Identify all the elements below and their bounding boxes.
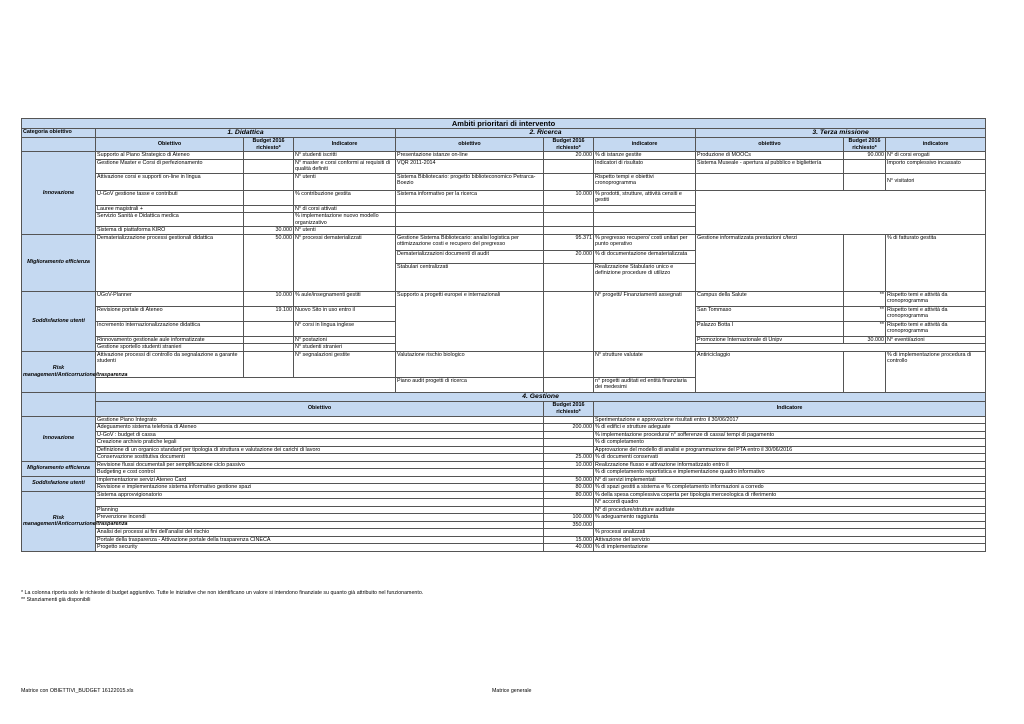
category-innovazione: Innovazione bbox=[22, 152, 96, 235]
cell: San Tommaso bbox=[696, 306, 844, 321]
cell: Indicatori di risultato bbox=[594, 159, 696, 173]
cell: Stabulari centralizzati bbox=[396, 263, 544, 291]
cell: % contribuzione gestita bbox=[294, 190, 396, 205]
cell bbox=[544, 529, 594, 537]
category-soddisfazione: Soddisfazione utenti bbox=[22, 476, 96, 491]
cell: % di documentazione dematerializzata bbox=[594, 250, 696, 263]
header-budget: Budget 2016 richiesto* bbox=[244, 138, 294, 152]
cell bbox=[544, 431, 594, 439]
cell: 80.000 bbox=[544, 491, 594, 499]
category-miglioramento: Miglioramento efficienza bbox=[22, 234, 96, 291]
spreadsheet-sheet bbox=[21, 118, 985, 552]
cell bbox=[544, 506, 594, 514]
section-ricerca: 2. Ricerca bbox=[396, 129, 696, 138]
cell bbox=[844, 173, 886, 190]
table-row bbox=[22, 454, 986, 462]
header-obiettivo: Obiettivo bbox=[96, 401, 544, 416]
cell: Approvazione del modello di analisi e programmazione del PTA entro il 30/06/2016 bbox=[594, 446, 986, 454]
cell: U-GoV : budget di cassa bbox=[96, 431, 544, 439]
footnote-budget: * La colonna riporta solo le richieste di budget aggiuntivo. Tutte le iniziative che non identificano un valore si intendono finanziate su quanto già attribuito nel funzionamento. bbox=[21, 590, 424, 596]
cell: Attivazione corsi e supporti on-line in lingua bbox=[96, 173, 244, 190]
cell: Adeguamento sistema telefonia di Ateneo bbox=[96, 424, 544, 432]
cell: Gestione Master e Corsi di perfezionamento bbox=[96, 159, 244, 173]
cell bbox=[244, 205, 294, 213]
cell: N° segnalazioni gestite bbox=[294, 351, 396, 377]
footer-sheetname: Matrice generale bbox=[492, 688, 532, 694]
section-row-gestione bbox=[22, 392, 986, 401]
title-row bbox=[22, 119, 986, 129]
cell: Gestione Piano Integrato bbox=[96, 416, 544, 424]
table-row bbox=[22, 514, 986, 522]
cell: Campus della Salute bbox=[696, 291, 844, 306]
cell: Sistema approvvigionatorio bbox=[96, 491, 544, 499]
table-row bbox=[22, 476, 986, 484]
cell: 25.000 bbox=[544, 454, 594, 462]
cell: Analisi dei processi ai fini dell'analisi del rischio bbox=[96, 529, 544, 537]
table-row bbox=[22, 469, 986, 477]
cell: UGoV-Planner bbox=[96, 291, 244, 306]
header-obiettivo: Obiettivo bbox=[96, 138, 244, 152]
cell: 20.000 bbox=[544, 152, 594, 160]
cell: % implementazione procedura/ n° sofferenze di cassa/ tempi di pagamento bbox=[594, 431, 986, 439]
cell: % di edifici e strutture adeguate bbox=[594, 424, 986, 432]
cell: Promozione Internazionale di Unipv bbox=[696, 336, 844, 344]
header-budget: Budget 2016 richiesto* bbox=[544, 401, 594, 416]
table-row bbox=[22, 351, 986, 377]
table-row bbox=[22, 506, 986, 514]
table-row bbox=[22, 484, 986, 492]
cell: N° corsi in lingua inglese bbox=[294, 321, 396, 336]
cell: 30.000 bbox=[244, 227, 294, 235]
cell bbox=[594, 213, 696, 227]
table-row bbox=[22, 431, 986, 439]
cell: 95.371 bbox=[544, 234, 594, 250]
cell bbox=[544, 205, 594, 213]
table-row bbox=[22, 173, 986, 190]
cell bbox=[594, 227, 696, 235]
cell: % di completamento bbox=[594, 439, 986, 447]
cell bbox=[544, 173, 594, 190]
cell: Sistema informativo per la ricerca bbox=[396, 190, 544, 205]
cell bbox=[844, 159, 886, 173]
cell: 80.000 bbox=[544, 484, 594, 492]
cell bbox=[96, 499, 544, 507]
cell: Sistema di piattaforma KIRO bbox=[96, 227, 244, 235]
cell bbox=[544, 351, 594, 377]
cell: Creazione archivio pratiche legali bbox=[96, 439, 544, 447]
cell: Implementazione servizi Ateneo Card bbox=[96, 476, 544, 484]
cell: Rispetto temi e attività da cronoprogramma bbox=[886, 306, 986, 321]
cell: N° progetti/ Finanziamenti assegnati bbox=[594, 291, 696, 351]
cell: 19.100 bbox=[244, 306, 294, 321]
cell: N° di servizi implementati bbox=[594, 476, 986, 484]
cell: Sperimentazione e approvazione risultati entro il 30/06/2017 bbox=[594, 416, 986, 424]
cell: Attivazione del servizio bbox=[594, 536, 986, 544]
category-miglioramento: Miglioramento efficienza bbox=[22, 461, 96, 476]
header-obiettivo: obiettivo bbox=[396, 138, 544, 152]
cell bbox=[544, 227, 594, 235]
cell: 350.000 bbox=[544, 521, 594, 529]
cell: Incremento internazionalizzazione didattica bbox=[96, 321, 244, 336]
cell: 90.000 bbox=[844, 152, 886, 160]
cell: U-GoV gestione tasse e contributi bbox=[96, 190, 244, 205]
table-row bbox=[22, 424, 986, 432]
cell: % di implementazione procedura di controllo bbox=[886, 351, 986, 392]
cell: N° di corsi erogati bbox=[886, 152, 986, 160]
cell: % della spesa complessiva coperta per tipologia merceologica di riferimento bbox=[594, 491, 986, 499]
column-header-row bbox=[22, 138, 986, 152]
table-row bbox=[22, 491, 986, 499]
cell: Definizione di un organico standard per tipologia di struttura e valutazione dei carichi di lavoro bbox=[96, 446, 544, 454]
cell: Rispetto tempi e obiettivi cronoprogramma bbox=[594, 173, 696, 190]
cell: % di fatturato gestita bbox=[886, 234, 986, 291]
cell: 10.000 bbox=[244, 291, 294, 306]
cell: Servizio Sanità e Didattica medica bbox=[96, 213, 244, 227]
cell: Rispetto temi e attività da cronoprogramma bbox=[886, 291, 986, 306]
cell: N° strutture valutate bbox=[594, 351, 696, 377]
table-row bbox=[22, 190, 986, 205]
header-indicatore: indicatore bbox=[886, 138, 986, 152]
cell: N° di corsi attivati bbox=[294, 205, 396, 213]
cell: Supporto a progetti europei e internazionali bbox=[396, 291, 544, 351]
cell: N° utenti bbox=[294, 227, 396, 235]
cell: VQR 2011-2014 bbox=[396, 159, 544, 173]
page-title: Ambiti prioritari di intervento bbox=[22, 119, 986, 129]
header-budget: Budget 2016 richiesto* bbox=[544, 138, 594, 152]
cell bbox=[696, 173, 844, 190]
cell: % aule/insegnamenti gestiti bbox=[294, 291, 396, 306]
cell: Conservazione sostitutiva documenti bbox=[96, 454, 544, 462]
section-didattica: 1. Didattica bbox=[96, 129, 396, 138]
category-innovazione: Innovazione bbox=[22, 416, 96, 461]
table-row bbox=[22, 159, 986, 173]
cell: Dematerializzazioni documenti di audit bbox=[396, 250, 544, 263]
column-header-row bbox=[22, 401, 986, 416]
cell: Dematerializzazione processi gestionali didattica bbox=[96, 234, 244, 291]
table-row bbox=[22, 544, 986, 552]
cell: Sistema Bibliotecario: progetto biblioteconomico Petrarca-Boezio bbox=[396, 173, 544, 190]
cell: Importo complessivo incassato bbox=[886, 159, 986, 173]
cell: Valutazione rischio biologico bbox=[396, 351, 544, 377]
cell bbox=[544, 416, 594, 424]
cell: Budgeting e cost control bbox=[96, 469, 544, 477]
cell bbox=[544, 446, 594, 454]
cell: Progetto security bbox=[96, 544, 544, 552]
cell: 200.000 bbox=[544, 424, 594, 432]
section-gestione: 4. Gestione bbox=[96, 392, 986, 401]
cell: Sistema Museale - apertura al pubblico e bigliettería bbox=[696, 159, 844, 173]
cell: Produzione di MOOCs bbox=[696, 152, 844, 160]
cell: N° visitatori bbox=[886, 173, 986, 190]
header-obiettivo: obiettivo bbox=[696, 138, 844, 152]
table-row bbox=[22, 291, 986, 306]
cell: Gestione sportello studenti stranieri bbox=[96, 344, 244, 352]
cell bbox=[594, 205, 696, 213]
cell: Attivazione processi di controllo da segnalazione a garante studenti bbox=[96, 351, 244, 377]
table-row bbox=[22, 529, 986, 537]
cell: Lauree magistrali + bbox=[96, 205, 244, 213]
cell: N° di procedure/strutture auditate bbox=[594, 506, 986, 514]
cell bbox=[396, 213, 544, 227]
cell: 15.000 bbox=[544, 536, 594, 544]
cell bbox=[244, 190, 294, 205]
cell: % di documenti conservati bbox=[594, 454, 986, 462]
cell: % di spazi gestiti a sistema e % completamento informazioni a corredo bbox=[594, 484, 986, 492]
cell bbox=[396, 205, 544, 213]
cell bbox=[544, 159, 594, 173]
category-empty bbox=[22, 392, 96, 416]
table-row bbox=[22, 416, 986, 424]
table-row bbox=[22, 499, 986, 507]
cell: Revisione flussi documentali per semplificazione ciclo passivo bbox=[96, 461, 544, 469]
header-empty bbox=[22, 138, 96, 152]
cell bbox=[244, 344, 294, 352]
cell bbox=[544, 213, 594, 227]
cell: 40.000 bbox=[544, 544, 594, 552]
cell: % processi analizzati bbox=[594, 529, 986, 537]
cell bbox=[244, 152, 294, 160]
table-row bbox=[22, 446, 986, 454]
cell: N° postazioni bbox=[294, 336, 396, 344]
cell: Realizzazione Stabulario unico e definizione procedure di utilizzo bbox=[594, 263, 696, 291]
cell: N° studenti stranieri bbox=[294, 344, 396, 352]
cell bbox=[544, 377, 594, 392]
cell: n° progetti auditati ed entità finanziaria dei medesimi bbox=[594, 377, 696, 392]
cell bbox=[544, 499, 594, 507]
cell: Gestione Sistema Bibliotecario: analisi logistica per ottimizzazione costi e recupero del pregresso bbox=[396, 234, 544, 250]
cell: 20.000 bbox=[544, 250, 594, 263]
cell: % di istanze gestite bbox=[594, 152, 696, 160]
cell: % di completamento reportistica e implementazione quadro informativo bbox=[594, 469, 986, 477]
table-row bbox=[22, 439, 986, 447]
cell: Palazzo Botta I bbox=[696, 321, 844, 336]
cell: Rispetto temi e attività da cronoprogramma bbox=[886, 321, 986, 336]
cell: % adeguamento raggiunta bbox=[594, 514, 986, 522]
table-row bbox=[22, 521, 986, 529]
cell bbox=[244, 351, 294, 377]
cell: Revisione portale di Ateneo bbox=[96, 306, 244, 321]
footer-filename: Matrice con OBIETTIVI_BUDGET 16122015.xls bbox=[21, 688, 134, 694]
header-budget: Budget 2016 richiesto* bbox=[844, 138, 886, 152]
cell: Realizzazione flusso e attivazione informatizzato entro il bbox=[594, 461, 986, 469]
cell bbox=[844, 351, 886, 392]
cell bbox=[544, 263, 594, 291]
cell: N° accordi quadro bbox=[594, 499, 986, 507]
cell: Presentazione istanze on-line bbox=[396, 152, 544, 160]
cell: Rinnovamento gestionale aule informatizzate bbox=[96, 336, 244, 344]
cell: Revisione e implementazione sistema informativo gestione spazi bbox=[96, 484, 544, 492]
cell bbox=[396, 227, 544, 235]
cell bbox=[844, 234, 886, 291]
cell bbox=[544, 291, 594, 351]
cell: N° eventi/azioni bbox=[886, 336, 986, 344]
cell: Gestione informatizzata prestazioni c/terzi bbox=[696, 234, 844, 291]
cell: % pregresso recupero/ costi unitari per punto operativo bbox=[594, 234, 696, 250]
cell bbox=[544, 469, 594, 477]
cell: ** bbox=[844, 291, 886, 306]
table-row bbox=[22, 536, 986, 544]
cell-empty bbox=[696, 190, 986, 234]
cell-empty bbox=[96, 377, 396, 392]
cell: Planning bbox=[96, 506, 544, 514]
header-indicatore: Indicatore bbox=[294, 138, 396, 152]
cell: Nuovo Sito in uso entro il bbox=[294, 306, 396, 321]
cell bbox=[244, 173, 294, 190]
cell bbox=[594, 521, 986, 529]
table-row bbox=[22, 152, 986, 160]
objectives-matrix bbox=[21, 118, 986, 552]
cell: 100.000 bbox=[544, 514, 594, 522]
header-indicatore: Indicatore bbox=[594, 401, 986, 416]
cell: Antiriciclaggio bbox=[696, 351, 844, 392]
cell: 50.000 bbox=[544, 476, 594, 484]
category-header: Categoria obiettivo bbox=[22, 129, 96, 138]
cell: N° studenti iscritti bbox=[294, 152, 396, 160]
cell bbox=[244, 336, 294, 344]
cell: 10.000 bbox=[544, 190, 594, 205]
cell: ** bbox=[844, 321, 886, 336]
cell: Portale della trasparenza - Attivazione portale della trasparenza CINECA bbox=[96, 536, 544, 544]
category-risk: Risk management/Anticorruzione/trasparenza bbox=[22, 491, 96, 551]
category-soddisfazione: Soddisfazione utenti bbox=[22, 291, 96, 351]
cell: % di implementazione bbox=[594, 544, 986, 552]
section-row bbox=[22, 129, 986, 138]
cell: N° master e corsi conformi ai requisiti di qualità definiti bbox=[294, 159, 396, 173]
cell bbox=[244, 213, 294, 227]
cell bbox=[544, 439, 594, 447]
table-row bbox=[22, 234, 986, 250]
table-row bbox=[22, 461, 986, 469]
cell: % prodotti, strutture, attività censiti e gestiti bbox=[594, 190, 696, 205]
cell: 10.000 bbox=[544, 461, 594, 469]
cell: Prevenzione incendi bbox=[96, 514, 544, 522]
footnotes bbox=[21, 590, 423, 603]
cell bbox=[96, 521, 544, 529]
cell: N° utenti bbox=[294, 173, 396, 190]
cell: ** bbox=[844, 306, 886, 321]
cell bbox=[244, 321, 294, 336]
cell: Supporto al Piano Strategico di Ateneo bbox=[96, 152, 244, 160]
cell: 30.000 bbox=[844, 336, 886, 344]
cell-empty bbox=[696, 344, 986, 352]
category-risk: Risk management/Anticorruzione/trasparenza bbox=[22, 351, 96, 392]
cell: 50.000 bbox=[244, 234, 294, 291]
cell: Piano audit progetti di ricerca bbox=[396, 377, 544, 392]
cell: N° processi dematerializzati bbox=[294, 234, 396, 291]
cell bbox=[244, 159, 294, 173]
cell: % implementazione nuovo modello organizzativo bbox=[294, 213, 396, 227]
footnote-stanziamenti: ** Stanziamenti già disponibili bbox=[21, 596, 91, 603]
header-indicatore: indicatore bbox=[594, 138, 696, 152]
section-terza-missione: 3. Terza missione bbox=[696, 129, 986, 138]
